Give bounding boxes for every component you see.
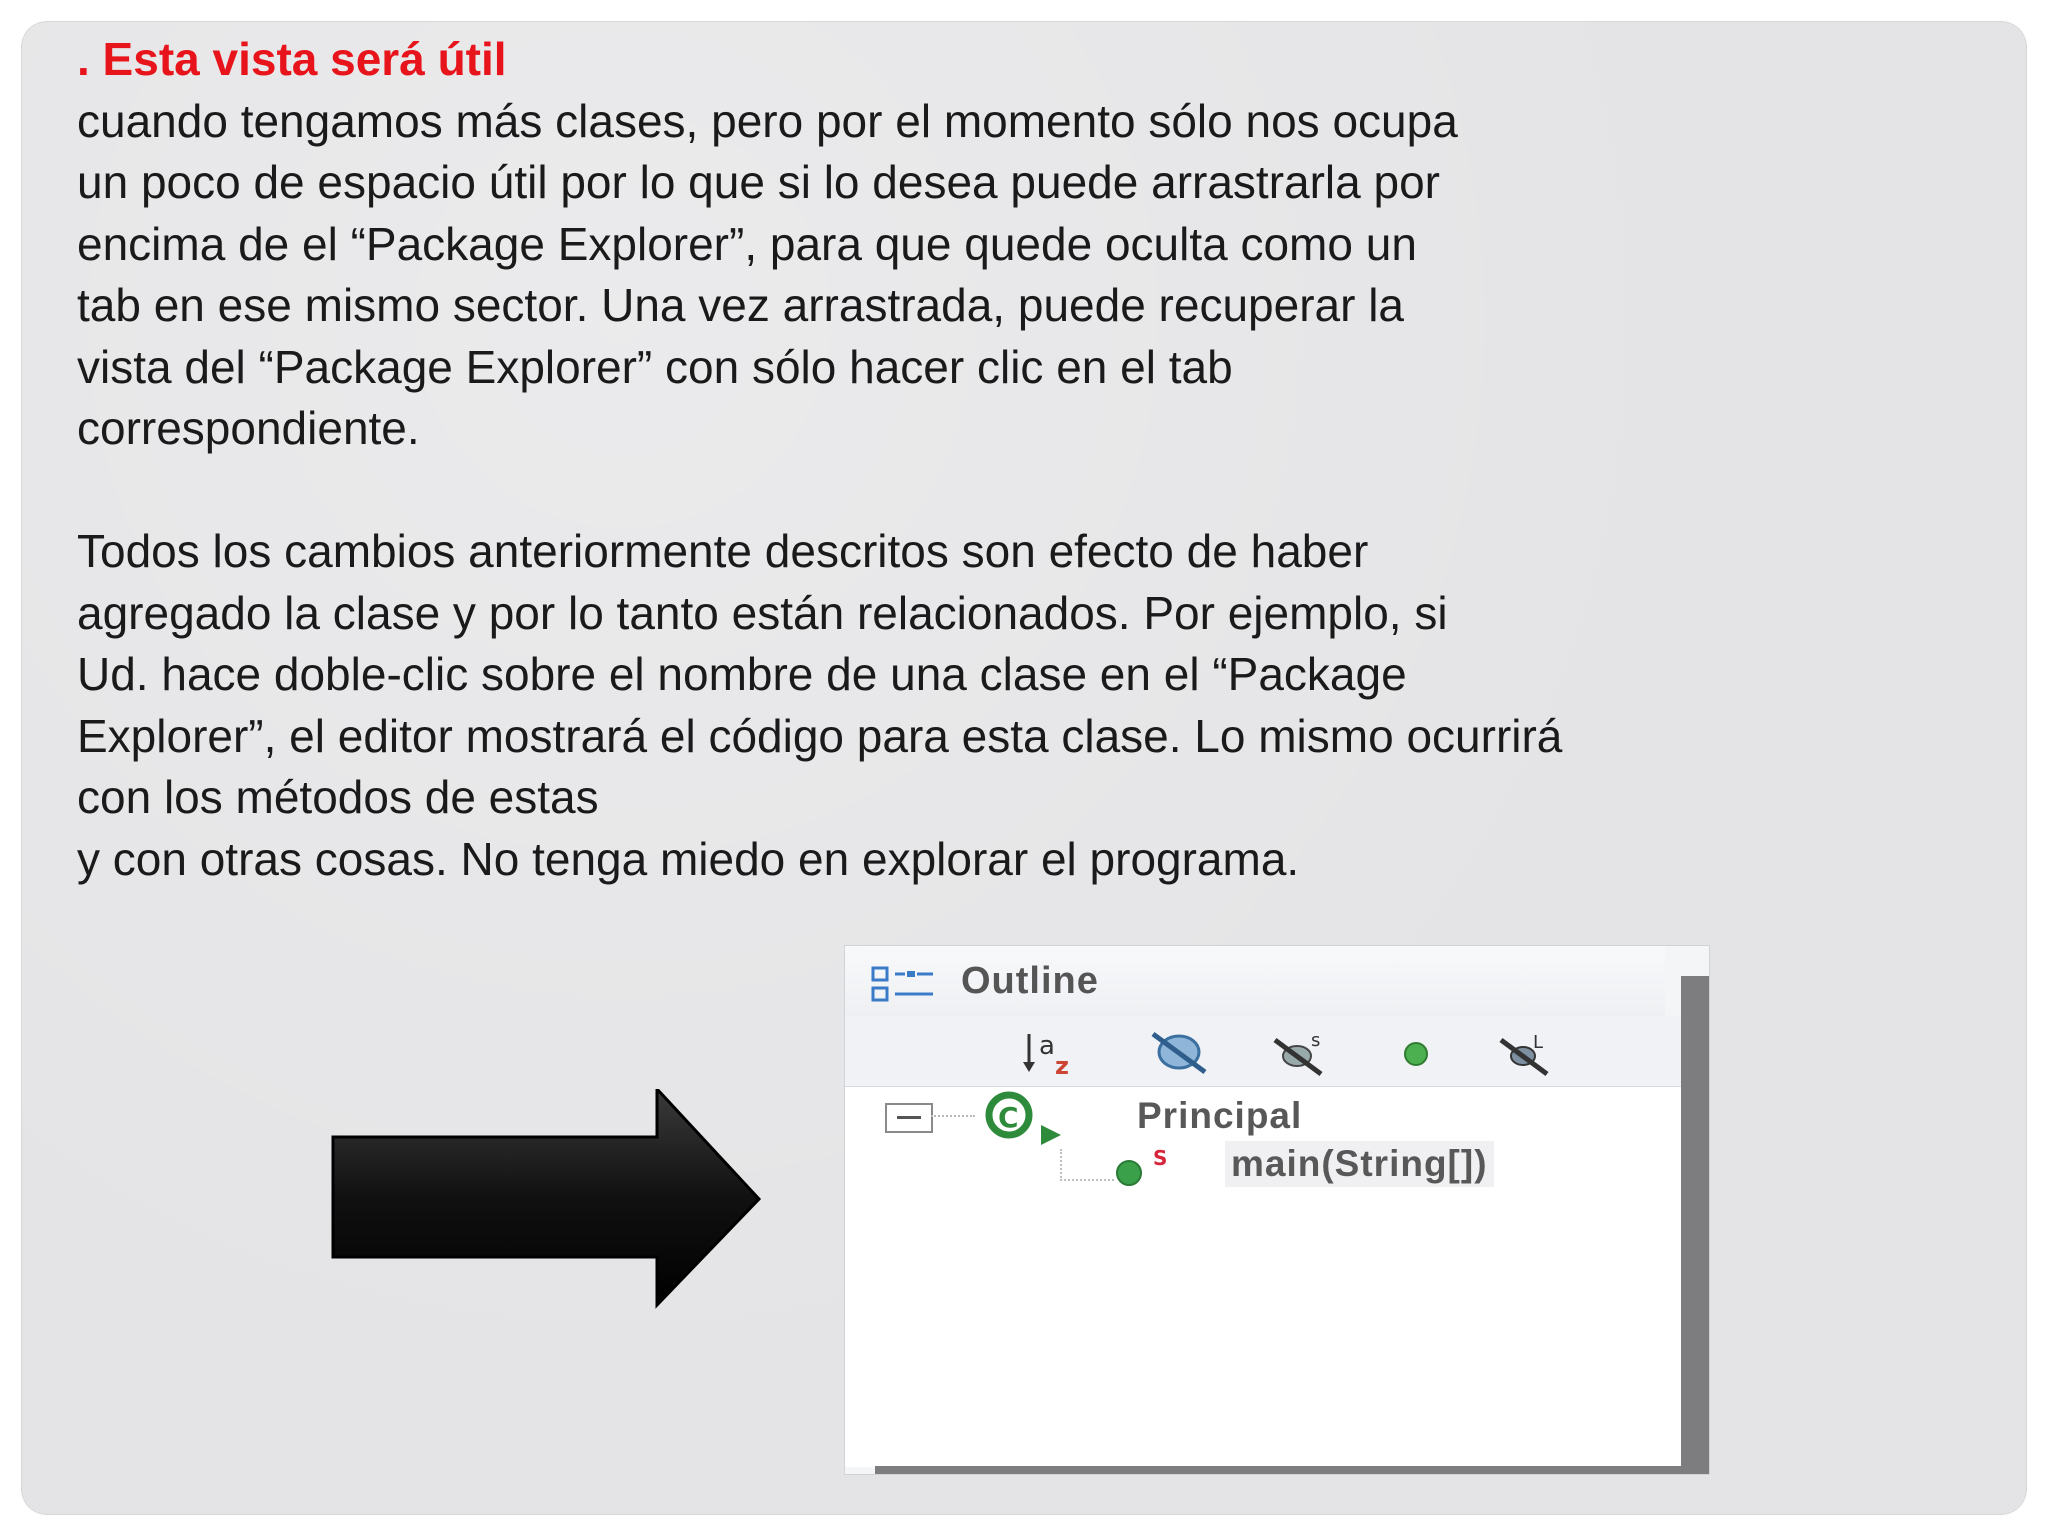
paragraph1-line: un poco de espacio útil por lo que si lo desea puede arrastrarla por [77, 156, 1440, 208]
tree-item-class[interactable]: Principal [1137, 1095, 1303, 1136]
paragraph2-line: y con otras cosas. No tenga miedo en explorar el programa. [77, 832, 1300, 885]
sort-az-icon[interactable] [1015, 1026, 1085, 1080]
paragraph2-line: Ud. hace doble-clic sobre el nombre de una clase en el “Package [77, 648, 1407, 700]
static-marker: S [1153, 1146, 1168, 1170]
slide-text [77, 29, 1857, 890]
tree-connector [1060, 1149, 1114, 1181]
paragraph2-line: agregado la clase y por lo tanto están relacionados. Por ejemplo, si [77, 586, 1448, 639]
outline-view [844, 945, 1710, 1475]
paragraph1-line: tab en ese mismo sector. Una vez arrastrada, puede recuperar la [77, 279, 1405, 331]
hide-fields-icon[interactable] [1143, 1026, 1213, 1080]
outline-icon [871, 966, 937, 1004]
paragraph2-line: Explorer”, el editor mostrará el código para esta clase. Lo mismo ocurrirá [77, 709, 1563, 762]
paragraph1-line: vista del “Package Explorer” con sólo hacer clic en el tab [77, 340, 1233, 393]
outline-tree [845, 1087, 1681, 1467]
paragraph2-line: con los métodos de estas [77, 771, 599, 823]
panel-shadow [875, 1466, 1710, 1474]
outline-tab[interactable] [845, 946, 1665, 1017]
paragraph1-line: correspondiente. [77, 402, 420, 454]
slide [21, 21, 2027, 1515]
tree-item-method[interactable]: main(String[]) [1225, 1141, 1494, 1187]
svg-text:L: L [1533, 1032, 1544, 1053]
tree-connector [931, 1115, 975, 1117]
paragraph1-line: encima de el “Package Explorer”, para que quede oculta como un [77, 217, 1417, 270]
svg-text:s: s [1311, 1030, 1321, 1051]
hide-local-types-icon[interactable] [1489, 1026, 1559, 1080]
outline-toolbar [845, 1016, 1681, 1087]
class-icon [979, 1089, 1079, 1147]
method-icon [1113, 1145, 1173, 1189]
outline-title: Outline [961, 960, 1099, 1002]
panel-shadow [1681, 976, 1709, 1475]
hide-static-icon[interactable] [1265, 1026, 1335, 1080]
paragraph1-line: cuando tengamos más clases, pero por el momento sólo nos ocupa [77, 94, 1458, 147]
right-arrow-icon [327, 1089, 761, 1309]
slide-heading: . Esta vista será útil [77, 33, 507, 85]
collapse-toggle[interactable] [885, 1103, 933, 1133]
hide-nonpublic-icon[interactable] [1381, 1026, 1451, 1080]
svg-text:C: C [998, 1101, 1019, 1134]
svg-text:z: z [1055, 1052, 1069, 1080]
svg-text:a: a [1039, 1031, 1055, 1061]
paragraph2-line: Todos los cambios anteriormente descritos son efecto de haber [77, 525, 1369, 577]
paragraph-gap [77, 460, 1857, 522]
